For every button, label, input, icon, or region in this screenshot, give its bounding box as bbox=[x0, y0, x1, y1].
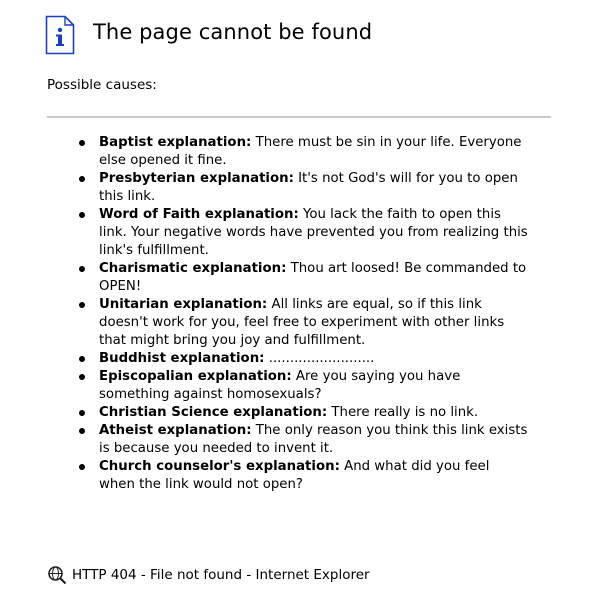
bullet-icon bbox=[79, 464, 85, 470]
cause-text: And what did you feel when the link would not open? bbox=[99, 459, 490, 492]
cause-item bbox=[79, 260, 529, 296]
bullet-icon bbox=[79, 428, 85, 434]
cause-item bbox=[79, 422, 529, 458]
footer-text: HTTP 404 - File not found - Internet Explorer bbox=[72, 567, 370, 583]
bullet-icon bbox=[79, 356, 85, 362]
cause-item bbox=[79, 296, 529, 350]
bullet-icon bbox=[79, 302, 85, 308]
bullet-icon bbox=[79, 374, 85, 380]
cause-term: Church counselor's explanation: bbox=[99, 459, 340, 474]
cause-text: ......................... bbox=[264, 351, 375, 366]
cause-text: Thou art loosed! Be commanded to OPEN! bbox=[99, 261, 527, 294]
cause-item bbox=[79, 134, 529, 170]
cause-term: Episcopalian explanation: bbox=[99, 369, 292, 384]
bullet-icon bbox=[79, 266, 85, 272]
divider bbox=[47, 116, 551, 118]
cause-item bbox=[79, 170, 529, 206]
causes-list bbox=[79, 134, 529, 494]
bullet-icon bbox=[79, 176, 85, 182]
cause-term: Unitarian explanation: bbox=[99, 297, 268, 312]
cause-text: You lack the faith to open this link. Your negative words have prevented you from realizing this link's fulfillment. bbox=[99, 207, 528, 258]
cause-item bbox=[79, 368, 529, 404]
info-document-icon bbox=[45, 15, 75, 55]
page-title: The page cannot be found bbox=[93, 20, 373, 44]
possible-causes-label: Possible causes: bbox=[47, 77, 157, 93]
cause-text: It's not God's will for you to open this link. bbox=[99, 171, 518, 204]
cause-item bbox=[79, 404, 529, 422]
bullet-icon bbox=[79, 140, 85, 146]
cause-term: Word of Faith explanation: bbox=[99, 207, 299, 222]
cause-term: Baptist explanation: bbox=[99, 135, 252, 150]
ie-globe-search-icon bbox=[47, 565, 67, 585]
bullet-icon bbox=[79, 410, 85, 416]
cause-item bbox=[79, 458, 529, 494]
cause-item bbox=[79, 206, 529, 260]
page-header bbox=[45, 15, 372, 55]
cause-text: Are you saying you have something against homosexuals? bbox=[99, 369, 461, 402]
cause-term: Christian Science explanation: bbox=[99, 405, 328, 420]
cause-text: There must be sin in your life. Everyone else opened it fine. bbox=[99, 135, 522, 168]
cause-item bbox=[79, 350, 529, 368]
cause-text: There really is no link. bbox=[327, 405, 479, 420]
bullet-icon bbox=[79, 212, 85, 218]
cause-term: Atheist explanation: bbox=[99, 423, 252, 438]
cause-term: Presbyterian explanation: bbox=[99, 171, 294, 186]
cause-text: All links are equal, so if this link doesn't work for you, feel free to experiment with other links that might bring you joy and fulfillment. bbox=[99, 297, 505, 348]
cause-term: Buddhist explanation: bbox=[99, 351, 265, 366]
cause-text: The only reason you think this link exists is because you needed to invent it. bbox=[99, 423, 528, 456]
cause-term: Charismatic explanation: bbox=[99, 261, 287, 276]
status-footer bbox=[47, 565, 370, 585]
